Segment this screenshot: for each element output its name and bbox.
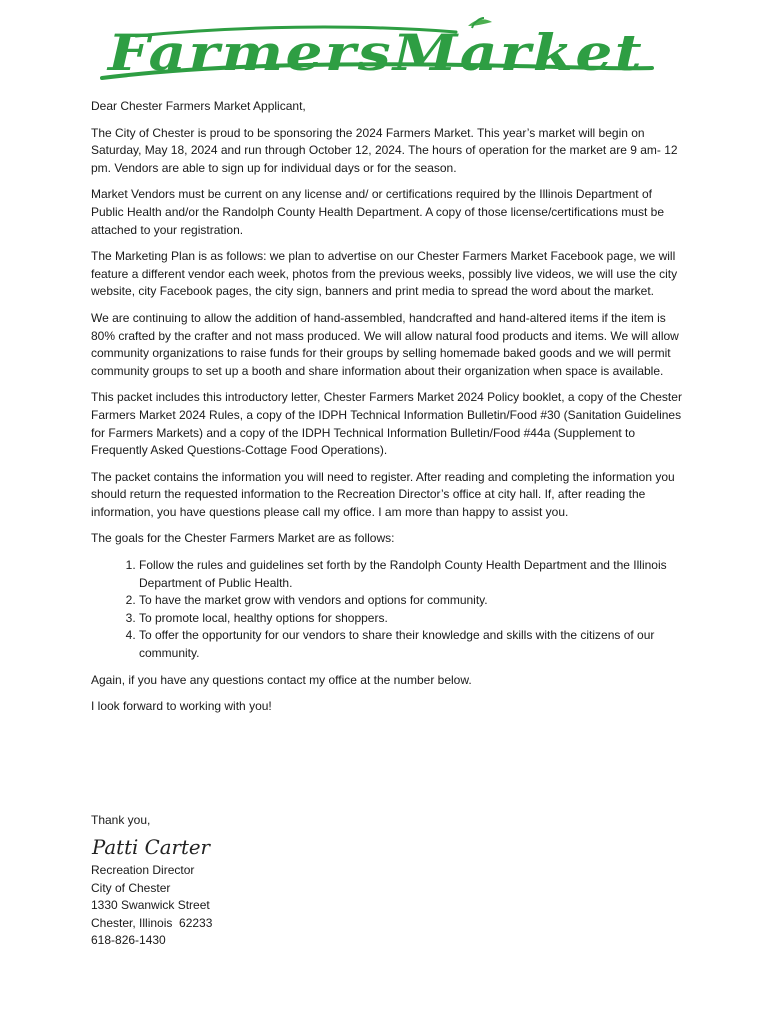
goal-item: 1. Follow the rules and guidelines set forth by the Randolph County Health Department and the Illinois Department of Public Health. [139, 557, 685, 592]
signature [90, 828, 220, 864]
paragraph-registration: The packet contains the information you will need to register. After reading and completing the information you should return the requested information to the Recreation Director’s office at city hall. If, after reading the information, you have questions please call my office. I am more than happy to assist you. [91, 469, 675, 519]
signature-text: Patti Carter [91, 835, 212, 859]
paragraph-marketing-plan: The Marketing Plan is as follows: we plan to advertise on our Chester Farmers Market Facebook page, we will feature a different vendor each week, photos from the previous weeks, possibly live videos, we will use the city website, city Facebook pages, the city sign, banners and print media to spread the word about the market. [91, 249, 678, 299]
salutation: Dear Chester Farmers Market Applicant, [91, 99, 306, 113]
goals-list [91, 557, 685, 663]
paragraph-contact: Again, if you have any questions contact my office at the number below. [91, 672, 472, 687]
contact-org: City of Chester [91, 880, 171, 895]
paragraph-intro: The City of Chester is proud to be sponsoring the 2024 Farmers Market. This year’s market will begin on Saturday, May 18, 2024 and run through October 12, 2024. The hours of operation for the market are 9 am- 12 pm. Vendors are able to sign up for individual days or for the season. [91, 125, 678, 175]
contact-city: Chester, Illinois 62233 [91, 915, 213, 930]
goals-intro: The goals for the Chester Farmers Market are as follows: [91, 531, 395, 546]
goal-item: 3. To promote local, healthy options for shoppers. [139, 610, 685, 628]
farmers-market-logo [96, 14, 656, 86]
paragraph-closing: I look forward to working with you! [91, 699, 272, 714]
paragraph-items: We are continuing to allow the addition of hand-assembled, handcrafted and hand-altered items if the item is 80% crafted by the crafter and not mass produced. We will allow natural food products and items. We will allow community organizations to raise funds for their groups by selling homemade baked goods and we will permit community groups to set up a booth and share information about their organization when space is available. [91, 310, 679, 378]
contact-phone: 618-826-1430 [91, 933, 166, 948]
thank-you: Thank you, [91, 813, 151, 827]
letter-body [91, 98, 685, 725]
paragraph-licenses: Market Vendors must be current on any license and/ or certifications required by the Illinois Department of Public Health and/or the Randolph County Health Department. A copy of those license/certifications must be attached to your registration. [91, 187, 664, 237]
goal-item: 2. To have the market grow with vendors and options for community. [139, 592, 685, 610]
contact-block [91, 862, 212, 950]
logo-text: FarmersMarket [105, 23, 644, 82]
goal-item: 4. To offer the opportunity for our vendors to share their knowledge and skills with the citizens of our community. [139, 627, 685, 662]
contact-street: 1330 Swanwick Street [91, 898, 210, 913]
contact-title: Recreation Director [91, 863, 195, 877]
paragraph-packet-contents: This packet includes this introductory letter, Chester Farmers Market 2024 Policy booklet, a copy of the Chester Farmers Market 2024 Rules, a copy of the IDPH Technical Information Bulletin/Food #30 (Sanitation Guidelines for Farmers Markets) and a copy of the IDPH Technical Information Bulletin/Food #44a (Supplement to Frequently Asked Questions-Cottage Food Operations). [91, 390, 682, 458]
